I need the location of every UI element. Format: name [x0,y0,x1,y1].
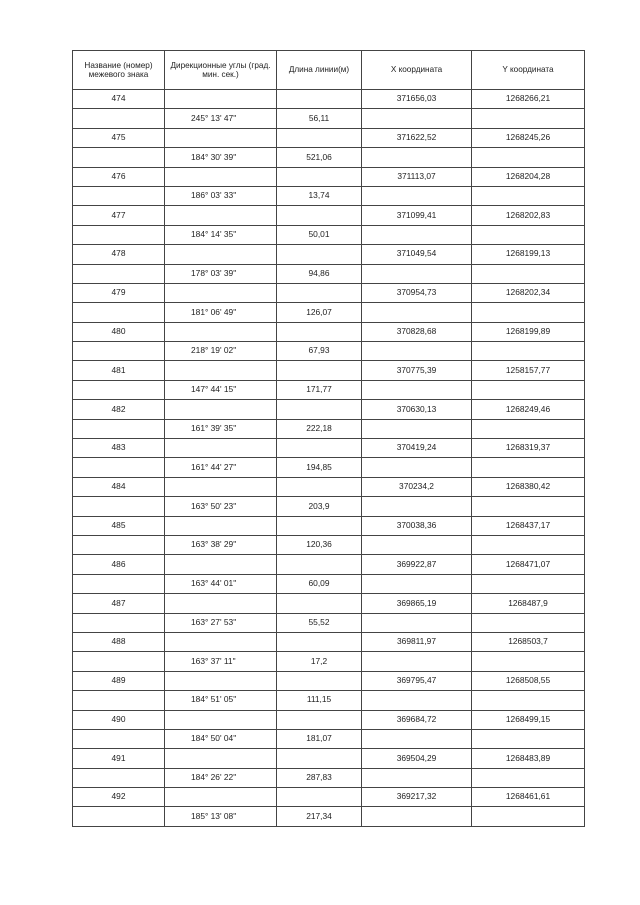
direction-angle-cell: 161° 39' 35" [165,419,277,438]
empty-cell [165,788,277,807]
point-name-cell: 489 [73,671,165,690]
point-row [73,749,585,768]
empty-cell [362,729,472,748]
empty-cell [165,400,277,419]
point-name-cell: 481 [73,361,165,380]
empty-cell [362,186,472,205]
empty-cell [165,555,277,574]
empty-cell [277,245,362,264]
direction-angle-cell: 186° 03' 33" [165,186,277,205]
empty-cell [362,380,472,399]
direction-angle-cell: 184° 50' 04" [165,729,277,748]
direction-angle-cell: 184° 26' 22" [165,768,277,787]
empty-cell [362,419,472,438]
header-x-coordinate: X координата [362,51,472,90]
empty-cell [277,749,362,768]
empty-cell [472,574,585,593]
y-coordinate-cell: 1268487,9 [472,594,585,613]
empty-cell [277,710,362,729]
empty-cell [277,555,362,574]
direction-angle-cell: 163° 38' 29" [165,535,277,554]
point-row [73,206,585,225]
empty-cell [362,535,472,554]
point-row [73,439,585,458]
point-row [73,710,585,729]
empty-cell [277,167,362,186]
point-name-cell: 476 [73,167,165,186]
empty-cell [73,768,165,787]
empty-cell [165,749,277,768]
empty-cell [165,90,277,109]
direction-angle-cell: 181° 06' 49" [165,303,277,322]
direction-angle-cell: 218° 19' 02" [165,342,277,361]
empty-cell [472,148,585,167]
empty-cell [73,652,165,671]
point-row [73,322,585,341]
y-coordinate-cell: 1268499,15 [472,710,585,729]
point-name-cell: 490 [73,710,165,729]
point-row [73,245,585,264]
empty-cell [165,283,277,302]
y-coordinate-cell: 1268503,7 [472,632,585,651]
y-coordinate-cell: 1268199,89 [472,322,585,341]
empty-cell [472,535,585,554]
empty-cell [277,400,362,419]
segment-row [73,535,585,554]
segment-row [73,652,585,671]
line-length-cell: 60,09 [277,574,362,593]
direction-angle-cell: 163° 50' 23" [165,497,277,516]
segment-row [73,729,585,748]
empty-cell [472,652,585,671]
point-name-cell: 479 [73,283,165,302]
line-length-cell: 17,2 [277,652,362,671]
point-name-cell: 487 [73,594,165,613]
line-length-cell: 50,01 [277,225,362,244]
x-coordinate-cell: 370038,36 [362,516,472,535]
y-coordinate-cell: 1268204,28 [472,167,585,186]
segment-row [73,497,585,516]
direction-angle-cell: 163° 27' 53" [165,613,277,632]
point-row [73,128,585,147]
empty-cell [73,691,165,710]
line-length-cell: 217,34 [277,807,362,826]
empty-cell [73,574,165,593]
empty-cell [472,186,585,205]
empty-cell [472,380,585,399]
line-length-cell: 203,9 [277,497,362,516]
empty-cell [472,729,585,748]
direction-angle-cell: 184° 14' 35" [165,225,277,244]
segment-row [73,458,585,477]
empty-cell [73,380,165,399]
y-coordinate-cell: 1268461,61 [472,788,585,807]
empty-cell [165,632,277,651]
y-coordinate-cell: 1268508,55 [472,671,585,690]
empty-cell [73,613,165,632]
empty-cell [73,303,165,322]
empty-cell [277,90,362,109]
point-name-cell: 488 [73,632,165,651]
line-length-cell: 94,86 [277,264,362,283]
point-name-cell: 492 [73,788,165,807]
line-length-cell: 181,07 [277,729,362,748]
y-coordinate-cell: 1268249,46 [472,400,585,419]
x-coordinate-cell: 371656,03 [362,90,472,109]
empty-cell [73,264,165,283]
line-length-cell: 521,06 [277,148,362,167]
point-name-cell: 484 [73,477,165,496]
point-name-cell: 478 [73,245,165,264]
point-name-cell: 491 [73,749,165,768]
line-length-cell: 67,93 [277,342,362,361]
empty-cell [277,361,362,380]
empty-cell [472,691,585,710]
point-name-cell: 477 [73,206,165,225]
x-coordinate-cell: 369504,29 [362,749,472,768]
point-row [73,632,585,651]
x-coordinate-cell: 370954,73 [362,283,472,302]
point-row [73,671,585,690]
x-coordinate-cell: 370234,2 [362,477,472,496]
x-coordinate-cell: 369684,72 [362,710,472,729]
direction-angle-cell: 184° 51' 05" [165,691,277,710]
direction-angle-cell: 163° 44' 01" [165,574,277,593]
line-length-cell: 222,18 [277,419,362,438]
segment-row [73,225,585,244]
empty-cell [165,128,277,147]
header-row [73,51,585,90]
empty-cell [73,109,165,128]
empty-cell [472,109,585,128]
empty-cell [165,206,277,225]
line-length-cell: 56,11 [277,109,362,128]
point-name-cell: 482 [73,400,165,419]
empty-cell [73,807,165,826]
empty-cell [277,632,362,651]
empty-cell [165,439,277,458]
empty-cell [277,439,362,458]
segment-row [73,807,585,826]
x-coordinate-cell: 370775,39 [362,361,472,380]
empty-cell [277,594,362,613]
empty-cell [165,361,277,380]
point-row [73,283,585,302]
x-coordinate-cell: 369865,19 [362,594,472,613]
empty-cell [362,303,472,322]
y-coordinate-cell: 1268471,07 [472,555,585,574]
line-length-cell: 13,74 [277,186,362,205]
x-coordinate-cell: 371622,52 [362,128,472,147]
point-name-cell: 483 [73,439,165,458]
empty-cell [165,516,277,535]
empty-cell [362,342,472,361]
line-length-cell: 171,77 [277,380,362,399]
header-y-coordinate: Y координата [472,51,585,90]
point-row [73,594,585,613]
table-body [73,90,585,827]
point-name-cell: 480 [73,322,165,341]
empty-cell [362,574,472,593]
empty-cell [165,322,277,341]
line-length-cell: 120,36 [277,535,362,554]
segment-row [73,148,585,167]
empty-cell [165,477,277,496]
empty-cell [472,342,585,361]
point-row [73,477,585,496]
empty-cell [472,458,585,477]
point-row [73,400,585,419]
segment-row [73,574,585,593]
point-row [73,516,585,535]
segment-row [73,691,585,710]
x-coordinate-cell: 370630,13 [362,400,472,419]
y-coordinate-cell: 1268266,21 [472,90,585,109]
empty-cell [362,109,472,128]
empty-cell [472,225,585,244]
empty-cell [73,342,165,361]
y-coordinate-cell: 1268380,42 [472,477,585,496]
y-coordinate-cell: 1268202,83 [472,206,585,225]
empty-cell [472,807,585,826]
empty-cell [73,186,165,205]
line-length-cell: 287,83 [277,768,362,787]
segment-row [73,380,585,399]
line-length-cell: 194,85 [277,458,362,477]
x-coordinate-cell: 369811,97 [362,632,472,651]
empty-cell [362,148,472,167]
line-length-cell: 126,07 [277,303,362,322]
empty-cell [73,729,165,748]
point-name-cell: 486 [73,555,165,574]
segment-row [73,613,585,632]
point-row [73,788,585,807]
empty-cell [73,497,165,516]
empty-cell [472,613,585,632]
point-name-cell: 485 [73,516,165,535]
segment-row [73,419,585,438]
y-coordinate-cell: 1268483,89 [472,749,585,768]
empty-cell [472,264,585,283]
empty-cell [362,768,472,787]
segment-row [73,109,585,128]
segment-row [73,186,585,205]
point-name-cell: 475 [73,128,165,147]
x-coordinate-cell: 369795,47 [362,671,472,690]
point-row [73,555,585,574]
empty-cell [277,128,362,147]
segment-row [73,303,585,322]
y-coordinate-cell: 1268199,13 [472,245,585,264]
direction-angle-cell: 161° 44' 27" [165,458,277,477]
direction-angle-cell: 184° 30' 39" [165,148,277,167]
direction-angle-cell: 178° 03' 39" [165,264,277,283]
empty-cell [277,788,362,807]
line-length-cell: 55,52 [277,613,362,632]
direction-angle-cell: 185° 13' 08" [165,807,277,826]
empty-cell [362,497,472,516]
y-coordinate-cell: 1268319,37 [472,439,585,458]
x-coordinate-cell: 371049,54 [362,245,472,264]
header-line-length: Длина линии(м) [277,51,362,90]
y-coordinate-cell: 1268202,34 [472,283,585,302]
empty-cell [165,167,277,186]
x-coordinate-cell: 371099,41 [362,206,472,225]
segment-row [73,264,585,283]
header-direction-angle: Дирекционные углы (град. мин. сек.) [165,51,277,90]
empty-cell [362,652,472,671]
y-coordinate-cell: 1258157,77 [472,361,585,380]
empty-cell [165,671,277,690]
empty-cell [362,225,472,244]
x-coordinate-cell: 369217,32 [362,788,472,807]
direction-angle-cell: 147° 44' 15" [165,380,277,399]
empty-cell [165,245,277,264]
empty-cell [73,458,165,477]
boundary-coordinates-table [72,50,585,827]
empty-cell [362,691,472,710]
point-row [73,90,585,109]
empty-cell [165,594,277,613]
x-coordinate-cell: 371113,07 [362,167,472,186]
direction-angle-cell: 163° 37' 11" [165,652,277,671]
empty-cell [362,807,472,826]
x-coordinate-cell: 370828,68 [362,322,472,341]
x-coordinate-cell: 370419,24 [362,439,472,458]
empty-cell [472,303,585,322]
empty-cell [472,768,585,787]
empty-cell [277,477,362,496]
header-point-name: Название (номер) межевого знака [73,51,165,90]
empty-cell [73,419,165,438]
y-coordinate-cell: 1268437,17 [472,516,585,535]
empty-cell [277,206,362,225]
empty-cell [73,225,165,244]
line-length-cell: 111,15 [277,691,362,710]
direction-angle-cell: 245° 13' 47" [165,109,277,128]
empty-cell [277,516,362,535]
empty-cell [277,283,362,302]
empty-cell [472,497,585,516]
empty-cell [362,458,472,477]
empty-cell [472,419,585,438]
point-name-cell: 474 [73,90,165,109]
empty-cell [165,710,277,729]
empty-cell [73,148,165,167]
y-coordinate-cell: 1268245,26 [472,128,585,147]
segment-row [73,768,585,787]
empty-cell [277,322,362,341]
x-coordinate-cell: 369922,87 [362,555,472,574]
point-row [73,167,585,186]
empty-cell [362,264,472,283]
segment-row [73,342,585,361]
empty-cell [362,613,472,632]
point-row [73,361,585,380]
empty-cell [73,535,165,554]
empty-cell [277,671,362,690]
